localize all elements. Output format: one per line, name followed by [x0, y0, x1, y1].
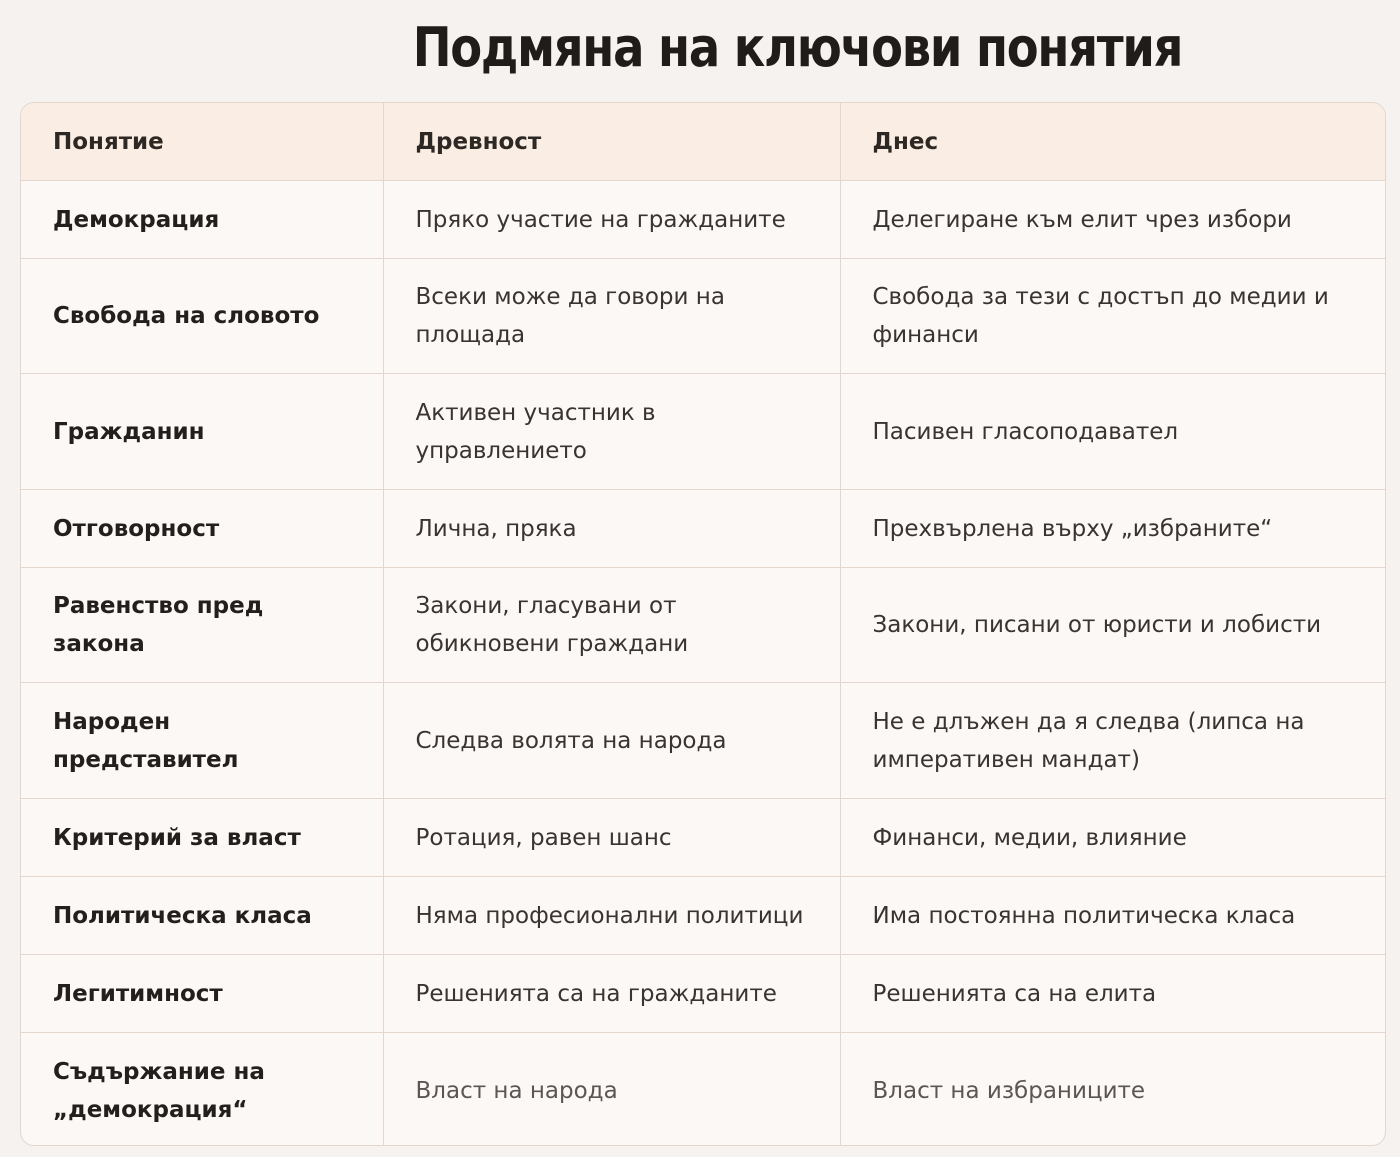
today-cell: Не е длъжен да я следва (липса на императивен мандат) — [840, 683, 1385, 799]
today-cell: Финанси, медии, влияние — [840, 799, 1385, 877]
table-row — [21, 683, 1385, 799]
concept-cell: Критерий за власт — [21, 799, 383, 877]
concept-cell: Съдържание на „демокрация“ — [21, 1033, 383, 1147]
table-row — [21, 181, 1385, 259]
today-cell: Пасивен гласоподавател — [840, 374, 1385, 490]
page-title: Подмяна на ключови понятия — [412, 16, 1183, 79]
today-cell: Има постоянна политическа класа — [840, 877, 1385, 955]
column-header-concept: Понятие — [21, 103, 383, 181]
concept-cell: Равенство пред закона — [21, 568, 383, 683]
table-row — [21, 1033, 1385, 1147]
today-cell: Власт на избраниците — [872, 1077, 1146, 1104]
today-cell: Закони, писани от юристи и лобисти — [840, 568, 1385, 683]
column-header-ancient: Древност — [383, 103, 840, 181]
ancient-cell: Ротация, равен шанс — [383, 799, 840, 877]
concept-cell: Народен представител — [21, 683, 383, 799]
table-row — [21, 799, 1385, 877]
ancient-cell: Активен участник в управлението — [383, 374, 840, 490]
ancient-cell: Решенията са на гражданите — [383, 955, 840, 1033]
ancient-cell: Следва волята на народа — [383, 683, 840, 799]
concept-cell: Демокрация — [21, 181, 383, 259]
table-row — [21, 259, 1385, 374]
ancient-cell: Власт на народа — [383, 1033, 840, 1147]
ancient-cell: Лична, пряка — [383, 490, 840, 568]
today-cell: Делегиране към елит чрез избори — [840, 181, 1385, 259]
concept-cell: Политическа класа — [21, 877, 383, 955]
table-row — [21, 374, 1385, 490]
ancient-cell: Закони, гласувани от обикновени граждани — [383, 568, 840, 683]
ancient-cell: Няма професионални политици — [383, 877, 840, 955]
table-row — [21, 877, 1385, 955]
concept-cell: Свобода на словото — [21, 259, 383, 374]
table-row — [21, 568, 1385, 683]
table-row — [21, 490, 1385, 568]
concept-cell: Отговорност — [21, 490, 383, 568]
concept-cell: Гражданин — [21, 374, 383, 490]
ancient-cell: Всеки може да говори на площада — [383, 259, 840, 374]
table-row — [21, 955, 1385, 1033]
column-header-today: Днес — [840, 103, 1385, 181]
concept-cell: Легитимност — [21, 955, 383, 1033]
comparison-table — [20, 102, 1386, 1146]
today-cell: Свобода за тези с достъп до медии и финанси — [840, 259, 1385, 374]
today-cell: Решенията са на елита — [840, 955, 1385, 1033]
today-cell: Прехвърлена върху „избраните“ — [840, 490, 1385, 568]
table-header-row — [21, 103, 1385, 181]
ancient-cell: Пряко участие на гражданите — [383, 181, 840, 259]
